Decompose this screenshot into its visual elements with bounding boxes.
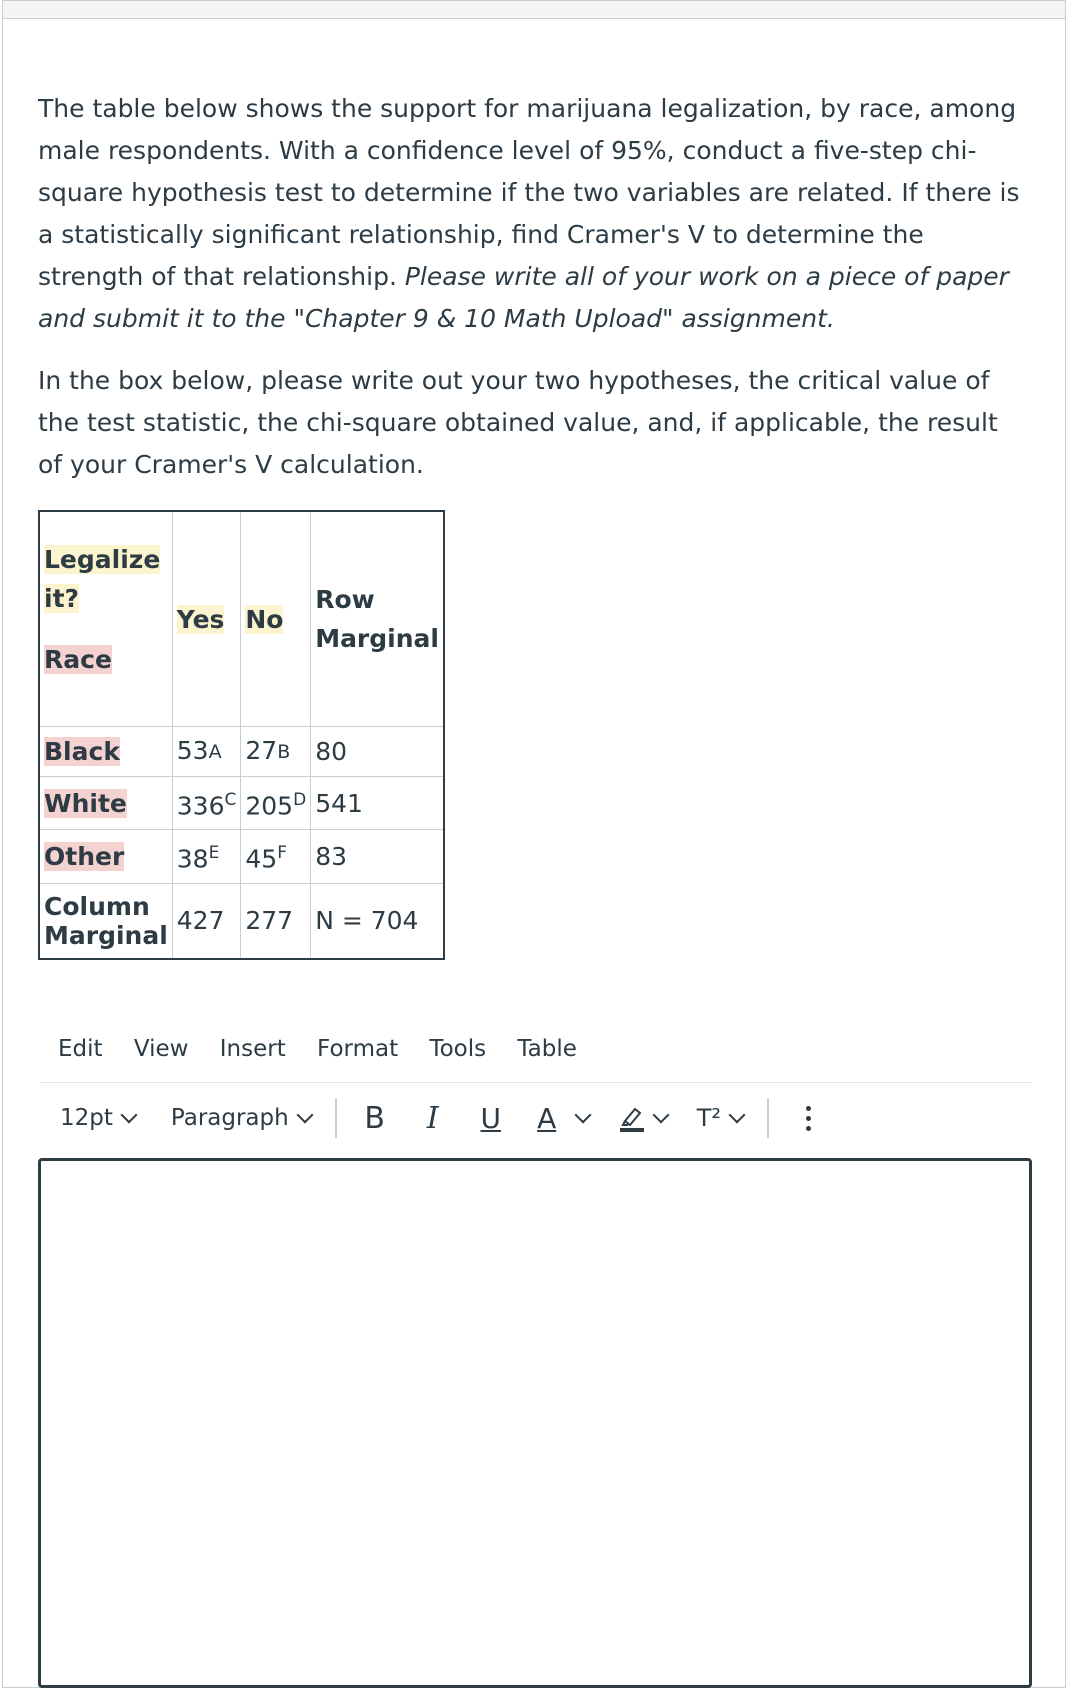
chevron-down-icon [574, 1107, 591, 1124]
footer-yes-value: 427 [176, 906, 225, 936]
text-color-icon: A [537, 1101, 557, 1135]
cell-no-value: 27 [245, 736, 278, 765]
question-paragraph-1 [38, 88, 1028, 340]
underline-button[interactable]: U [480, 1101, 501, 1135]
cell-row-total [311, 777, 444, 830]
table-row [39, 727, 444, 777]
cell-yes-tag: A [208, 741, 222, 763]
answer-editor[interactable] [38, 1158, 1032, 1688]
header-yes-cell [172, 511, 241, 727]
more-options-icon[interactable] [799, 1106, 819, 1131]
italic-button[interactable]: I [426, 1100, 439, 1136]
menu-insert[interactable]: Insert [219, 1036, 286, 1062]
footer-yes [172, 883, 241, 959]
cell-yes-value: 53 [176, 736, 209, 765]
cell-yes [172, 777, 241, 830]
cell-row-total-value: 80 [315, 737, 347, 766]
block-format-value: Paragraph [170, 1105, 289, 1131]
cell-row-total [311, 727, 444, 777]
chevron-down-icon [120, 1107, 137, 1124]
row-label-cell [39, 777, 172, 830]
footer-total-value: N = 704 [315, 906, 419, 936]
editor-toolbar [60, 1096, 819, 1140]
cell-row-total-value: 83 [315, 841, 347, 871]
superscript-button[interactable] [697, 1104, 743, 1132]
superscript-icon: T² [696, 1104, 721, 1132]
font-size-value: 12pt [60, 1105, 113, 1131]
chevron-down-icon [728, 1107, 745, 1124]
editor-menubar [58, 1036, 601, 1062]
menu-table[interactable]: Table [517, 1036, 577, 1062]
table-header-row [39, 511, 444, 727]
text-color-button[interactable] [527, 1102, 589, 1135]
menu-format[interactable]: Format [317, 1036, 399, 1062]
crosstab-table [38, 510, 445, 960]
cell-yes [172, 830, 241, 883]
table-row [39, 777, 444, 830]
table-row [39, 830, 444, 883]
toolbar-separator [335, 1098, 337, 1138]
header-yes: Yes [176, 604, 225, 634]
bold-button[interactable]: B [364, 1100, 385, 1136]
chevron-down-icon [296, 1107, 313, 1124]
header-no-cell [241, 511, 311, 727]
footer-label: Column Marginal [44, 891, 168, 950]
header-race: Race [44, 645, 112, 674]
row-label: Black [44, 737, 120, 766]
block-format-dropdown[interactable] [171, 1105, 311, 1131]
cell-no [241, 777, 311, 830]
table-footer-row [39, 883, 444, 959]
row-label-cell [39, 727, 172, 777]
question-paragraph-2: In the box below, please write out your two hypotheses, the critical value of the test statistic, the chi-square obtained value, and, if applicable, the result of your Cramer's V calculation. [38, 366, 998, 479]
row-label: White [44, 788, 127, 818]
question-text [38, 88, 1028, 506]
cell-no-tag: B [277, 741, 291, 763]
cell-yes-tag: C [224, 790, 237, 810]
highlighter-icon [619, 1103, 645, 1133]
toolbar-divider [40, 1082, 1032, 1083]
row-label: Other [44, 841, 125, 871]
cell-no [241, 727, 311, 777]
top-bar [2, 0, 1066, 18]
cell-no-value: 45 [245, 844, 278, 874]
question-upload-note: Please write all of your work on a piece of paper and submit it to the "Chapter 9 & 10 Math Upload" assignment. [38, 262, 1009, 333]
cell-row-total-value: 541 [315, 788, 363, 818]
cell-no [241, 830, 311, 883]
cell-yes [172, 727, 241, 777]
font-size-dropdown[interactable] [60, 1105, 135, 1131]
footer-label-cell [39, 883, 172, 959]
cell-yes-value: 336 [176, 791, 225, 821]
header-corner-cell [39, 511, 172, 727]
cell-no-value: 205 [245, 791, 294, 821]
question-instructions: The table below shows the support for marijuana legalization, by race, among male respondents. With a confidence level of 95%, conduct a five-step chi-square hypothesis test to determine if the two variables are related. If there is a statistically significant relationship, find Cramer's V to determine the strength of that relationship. [38, 94, 1020, 291]
footer-no [241, 883, 311, 959]
cell-yes-value: 38 [176, 844, 209, 874]
header-row-marginal: Row Marginal [315, 585, 439, 653]
footer-total [311, 883, 444, 959]
menu-tools[interactable]: Tools [429, 1036, 487, 1062]
header-row-marginal-cell [311, 511, 444, 727]
highlight-color-button[interactable] [619, 1103, 667, 1133]
toolbar-separator [767, 1098, 769, 1138]
row-label-cell [39, 830, 172, 883]
header-legalize: Legalize it? [44, 545, 161, 613]
cell-yes-tag: E [208, 843, 220, 864]
highlighter-icon-svg [619, 1103, 645, 1133]
chevron-down-icon [652, 1107, 669, 1124]
menu-edit[interactable]: Edit [58, 1036, 103, 1062]
editor-content[interactable] [41, 1161, 1029, 1685]
menu-view[interactable]: View [133, 1036, 189, 1062]
footer-no-value: 277 [245, 906, 294, 936]
cell-no-tag: F [277, 843, 287, 864]
cell-row-total [311, 830, 444, 883]
cell-no-tag: D [293, 790, 307, 810]
header-no: No [245, 604, 284, 634]
